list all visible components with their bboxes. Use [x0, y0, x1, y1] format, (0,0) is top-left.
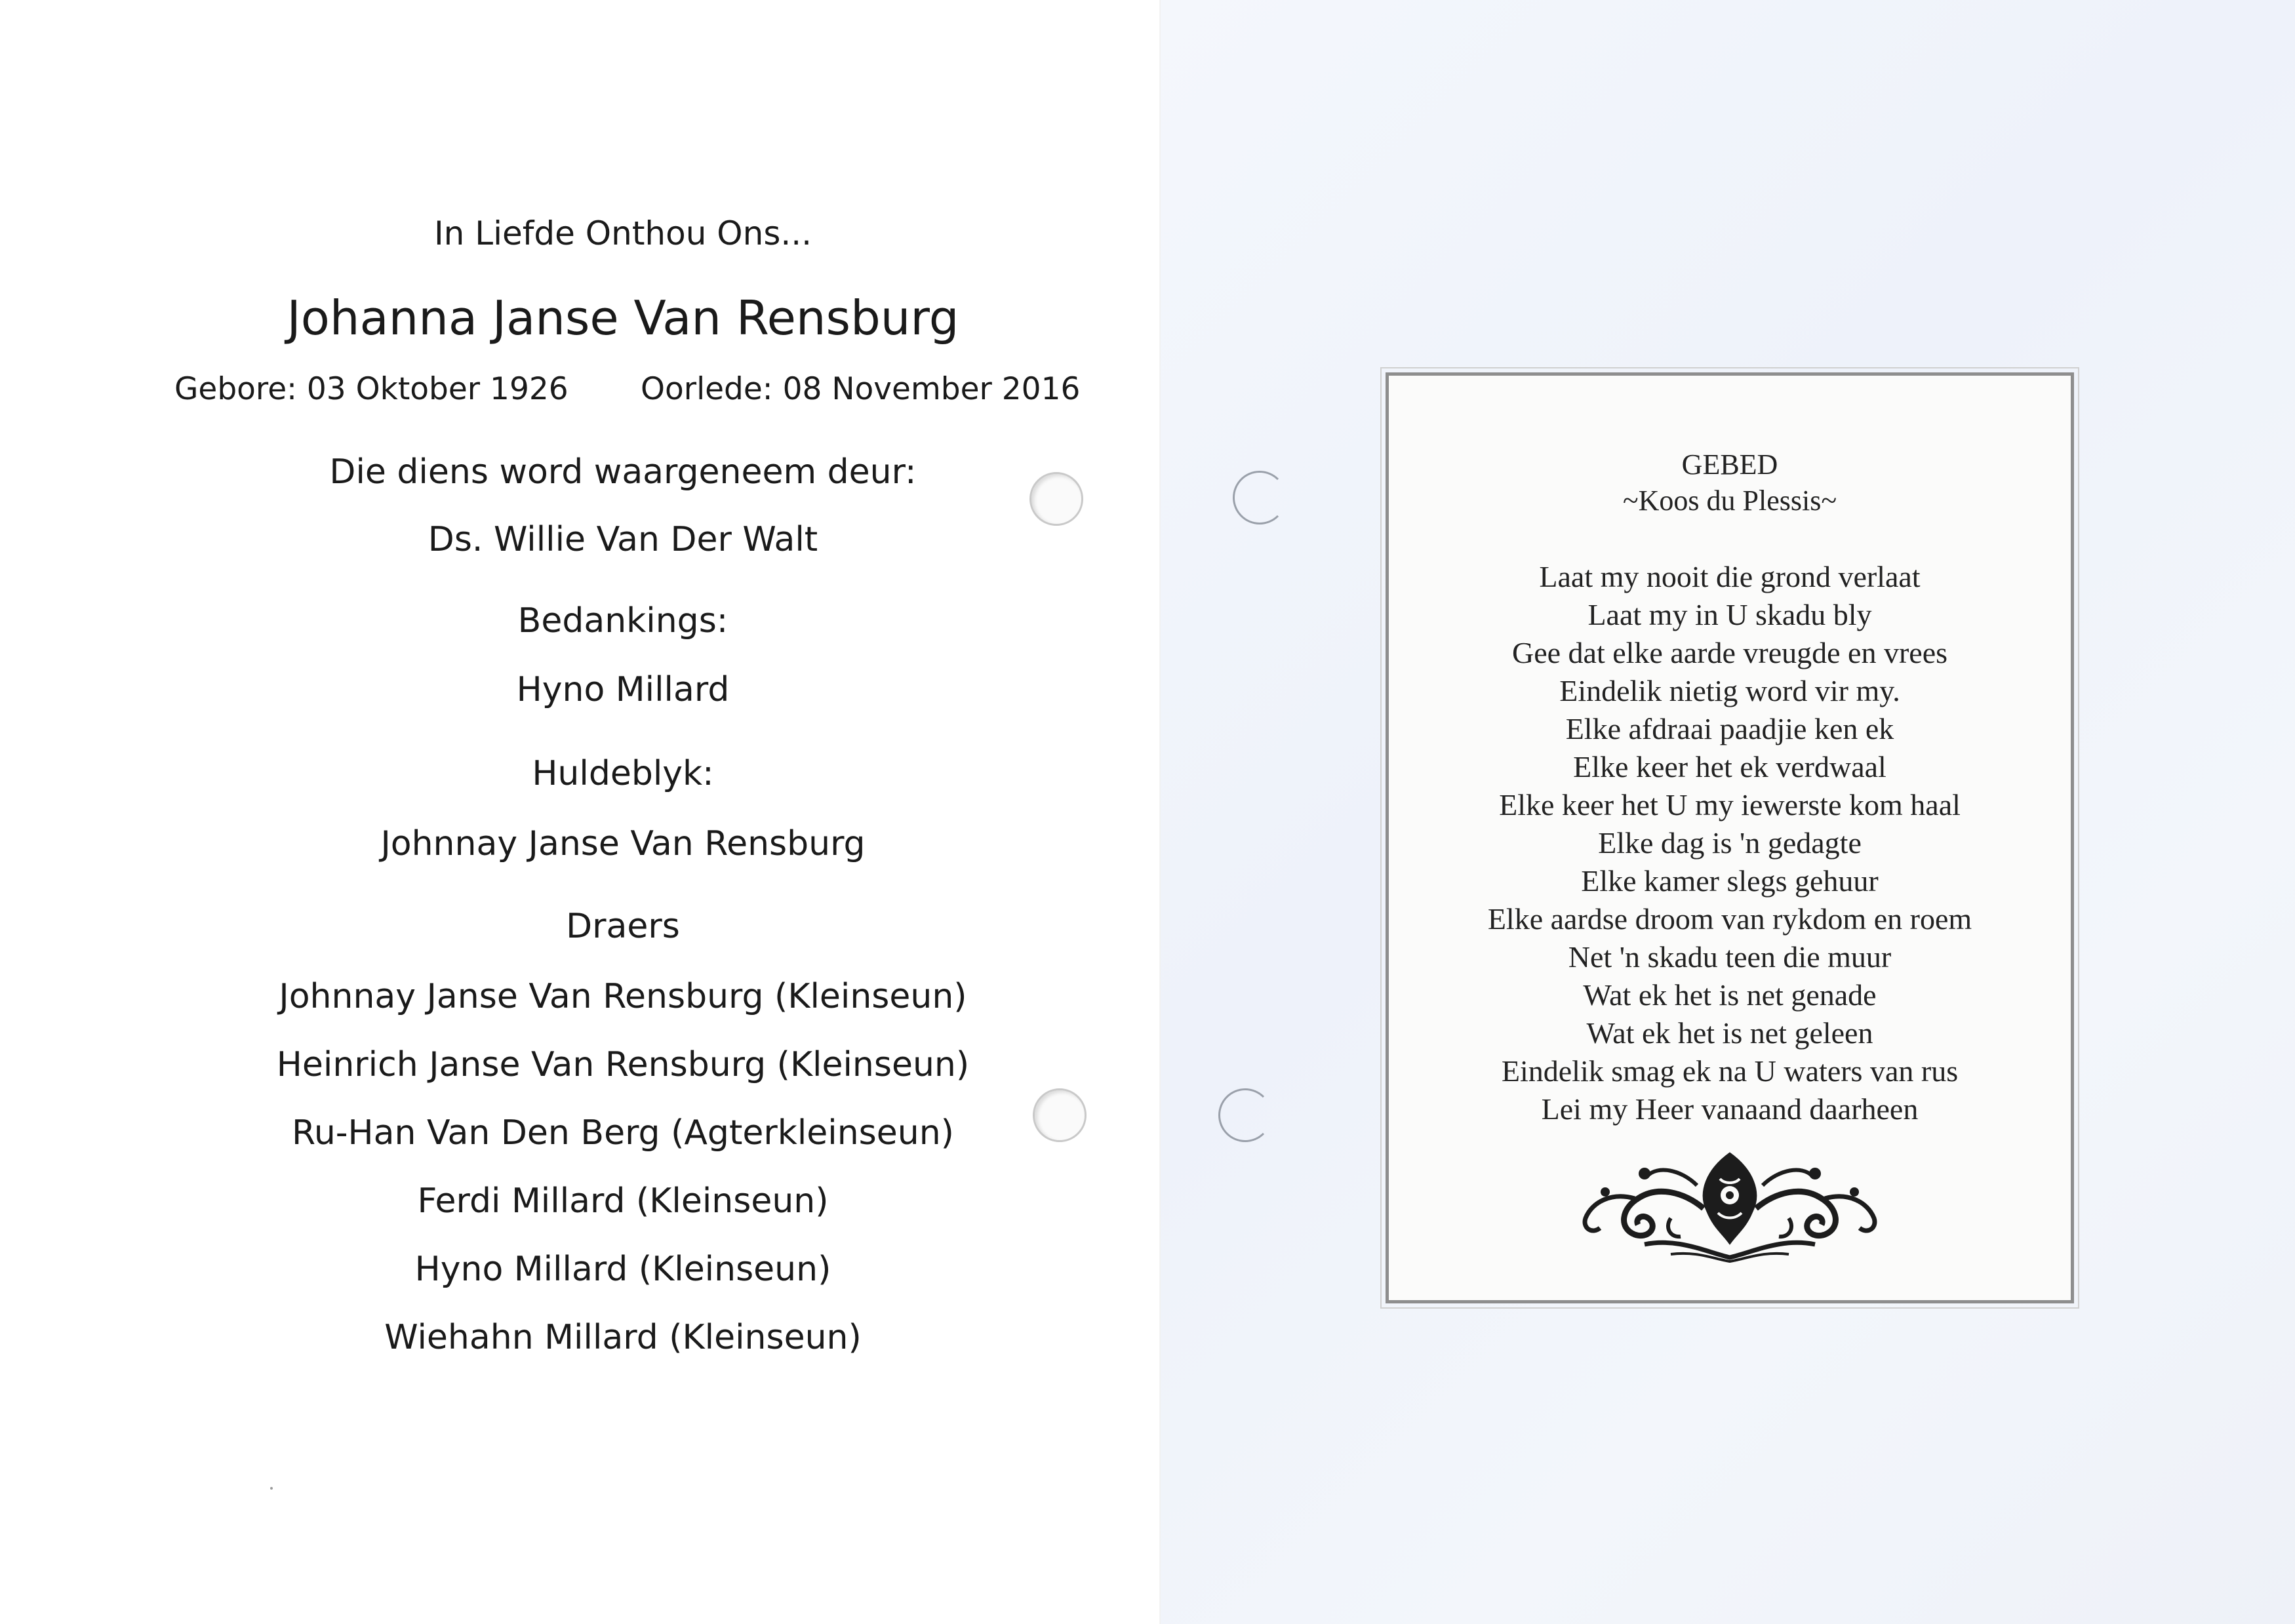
verse-line: Elke keer het ek verdwaal — [1573, 750, 1886, 783]
bearers-heading: Draers — [566, 907, 680, 946]
bearer-item: Ru-Han Van Den Berg (Agterkleinseun) — [292, 1113, 954, 1153]
verse-line: Gee dat elke aarde vreugde en vrees — [1511, 636, 1948, 669]
verse-line: Wat ek het is net genade — [1583, 978, 1877, 1012]
prayer-author: ~Koos du Plessis~ — [1622, 485, 1837, 517]
tribute-by: Johnnay Janse Van Rensburg — [380, 824, 866, 863]
verse-line: Laat my nooit die grond verlaat — [1539, 560, 1921, 593]
deceased-name: Johanna Janse Van Rensburg — [287, 290, 959, 346]
punch-hole — [1218, 1088, 1272, 1142]
verse-line: Net 'n skadu teen die muur — [1568, 940, 1892, 974]
verse-line: Elke dag is 'n gedagte — [1598, 826, 1862, 860]
verse-line: Elke keer het U my iewerste kom haal — [1499, 788, 1961, 822]
death-date: Oorlede: 08 November 2016 — [641, 371, 1081, 407]
prayer-title: GEBED — [1681, 448, 1778, 481]
verse-line: Elke afdraai paadjie ken ek — [1565, 712, 1894, 745]
thanks-heading: Bedankings: — [517, 601, 728, 641]
bearer-item: Heinrich Janse Van Rensburg (Kleinseun) — [276, 1045, 970, 1084]
bearer-item: Johnnay Janse Van Rensburg (Kleinseun) — [279, 977, 967, 1016]
bearer-item: Ferdi Millard (Kleinseun) — [417, 1181, 829, 1221]
punch-hole — [1029, 472, 1083, 526]
speck — [270, 1487, 273, 1490]
punch-hole — [1033, 1088, 1087, 1142]
service-heading: Die diens word waargeneem deur: — [329, 452, 917, 492]
verse-line: Eindelik nietig word vir my. — [1559, 674, 1900, 707]
prayer-box — [1386, 372, 2074, 1303]
verse-line: Eindelik smag ek na U waters van rus — [1501, 1054, 1959, 1088]
tribute-heading: Huldeblyk: — [532, 754, 714, 793]
bearer-item: Hyno Millard (Kleinseun) — [414, 1250, 831, 1289]
service-by: Ds. Willie Van Der Walt — [428, 520, 818, 559]
thanks-by: Hyno Millard — [516, 670, 730, 709]
verse-line: Laat my in U skadu bly — [1587, 598, 1872, 631]
verse-line: Lei my Heer vanaand daarheen — [1541, 1092, 1919, 1126]
verse-line: Elke aardse droom van rykdom en roem — [1487, 902, 1972, 936]
birth-date: Gebore: 03 Oktober 1926 — [174, 371, 569, 407]
damask-flourish-icon — [1572, 1146, 1887, 1264]
punch-hole — [1233, 471, 1287, 525]
verse-line: Wat ek het is net geleen — [1586, 1016, 1873, 1050]
intro-text: In Liefde Onthou Ons... — [433, 214, 812, 252]
verse-line: Elke kamer slegs gehuur — [1581, 864, 1879, 898]
bearer-item: Wiehahn Millard (Kleinseun) — [384, 1318, 862, 1357]
